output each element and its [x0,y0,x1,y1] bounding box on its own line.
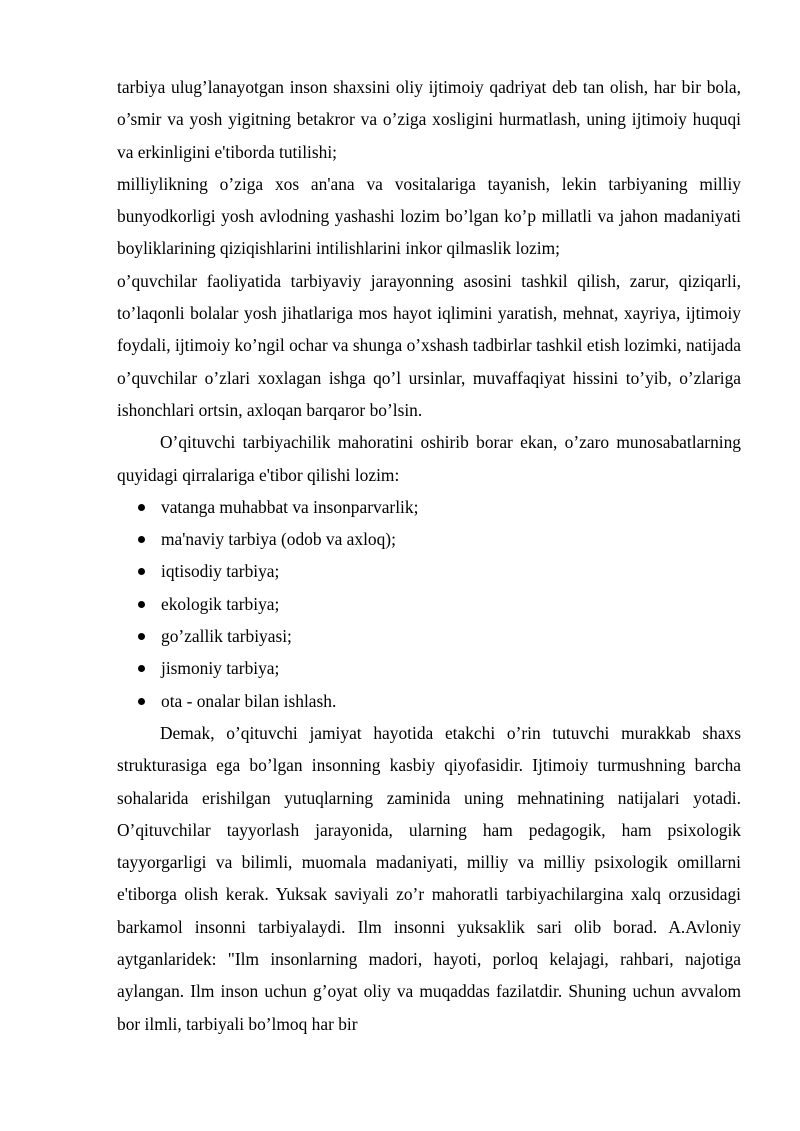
list-item [117,685,741,717]
bullet-icon [138,504,145,511]
list-item [117,588,741,620]
list-item [117,620,741,652]
bullet-icon [138,665,145,672]
list-item-text: ekologik tarbiya; [161,593,280,614]
bullet-icon [138,633,145,640]
bullet-icon [138,698,145,705]
bullet-icon [138,601,145,608]
paragraph-conclusion: Demak, o’qituvchi jamiyat hayotida etakchi o’rin tutuvchi murakkab shaxs strukturasiga ega bo’lgan insonning kasbiy qiyofasidir. Ijtimoiy turmushning barcha sohalarida erishilgan yutuqlarning zaminida uning mehnatining natijalari yotadi. O’qituvchilar tayyorlash jarayonida, ularning ham pedagogik, ham psixologik tayyorgarligi va bilimli, muomala madaniyati, milliy va milliy psixologik omillarni e'tiborga olish kerak. Yuksak saviyali zo’r mahoratli tarbiyachilargina xalq orzusidagi barkamol insonni tarbiyalaydi. Ilm insonni yuksaklik sari olib borad. A.Avloniy aytganlaridek: "Ilm insonlarning madori, hayoti, porloq kelajagi, rahbari, najotiga aylangan. Ilm inson uchun g’oyat oliy va muqaddas fazilatdir. Shuning uchun avvalom bor ilmli, tarbiyali bo’lmoq har bir [117,722,741,1034]
paragraph-student-activity: o’quvchilar faoliyatida tarbiyaviy jarayonning asosini tashkil qilish, zarur, qiziqarli, to’laqonli bolalar yosh jihatlariga mos hayot iqlimini yaratish, mehnat, xayriya, ijtimoiy foydali, ijtimoiy ko’ngil ochar va shunga o’xshash tadbirlar tashkil etish lozimki, natijada o’quvchilar o’zlari xoxlagan ishga qo’l ursinlar, muvaffaqiyat hissini to’yib, o’zlariga ishonchlari ortsin, axloqan barqaror bo’lsin. [117,270,741,420]
list-item-text: jismoniy tarbiya; [161,658,280,679]
paragraph-national-traditions: milliylikning o’ziga xos an'ana va vositalariga tayanish, lekin tarbiyaning milliy bunyodkorligi yosh avlodning yashashi lozim bo’lgan ko’p millatli va jahon madaniyati boyliklarining qiziqishlarini intilishlarini inkor qilmaslik lozim; [117,173,741,259]
list-item [117,491,741,523]
list-item [117,523,741,555]
bullet-icon [138,536,145,543]
bullet-icon [138,568,145,575]
upbringing-list [117,491,741,717]
list-item-text: ota - onalar bilan ishlash. [161,690,337,711]
document-page [117,71,741,1040]
list-item-text: go’zallik tarbiyasi; [161,626,292,647]
list-item-text: vatanga muhabbat va insonparvarlik; [161,496,419,517]
paragraph-teacher-skills: O’qituvchi tarbiyachilik mahoratini oshirib borar ekan, o’zaro munosabatlarning quyidagi qirralariga e'tibor qilishi lozim: [117,432,741,485]
paragraph-respect-personality: tarbiya ulug’lanayotgan inson shaxsini oliy ijtimoiy qadriyat deb tan olish, har bir bola, o’smir va yosh yigitning betakror va o’ziga xosligini hurmatlash, uning ijtimoiy huquqi va erkinligini e'tiborda tutilishi; [117,77,741,162]
list-item [117,652,741,684]
list-item [117,555,741,587]
list-item-text: ma'naviy tarbiya (odob va axloq); [161,529,396,550]
list-item-text: iqtisodiy tarbiya; [161,561,280,582]
